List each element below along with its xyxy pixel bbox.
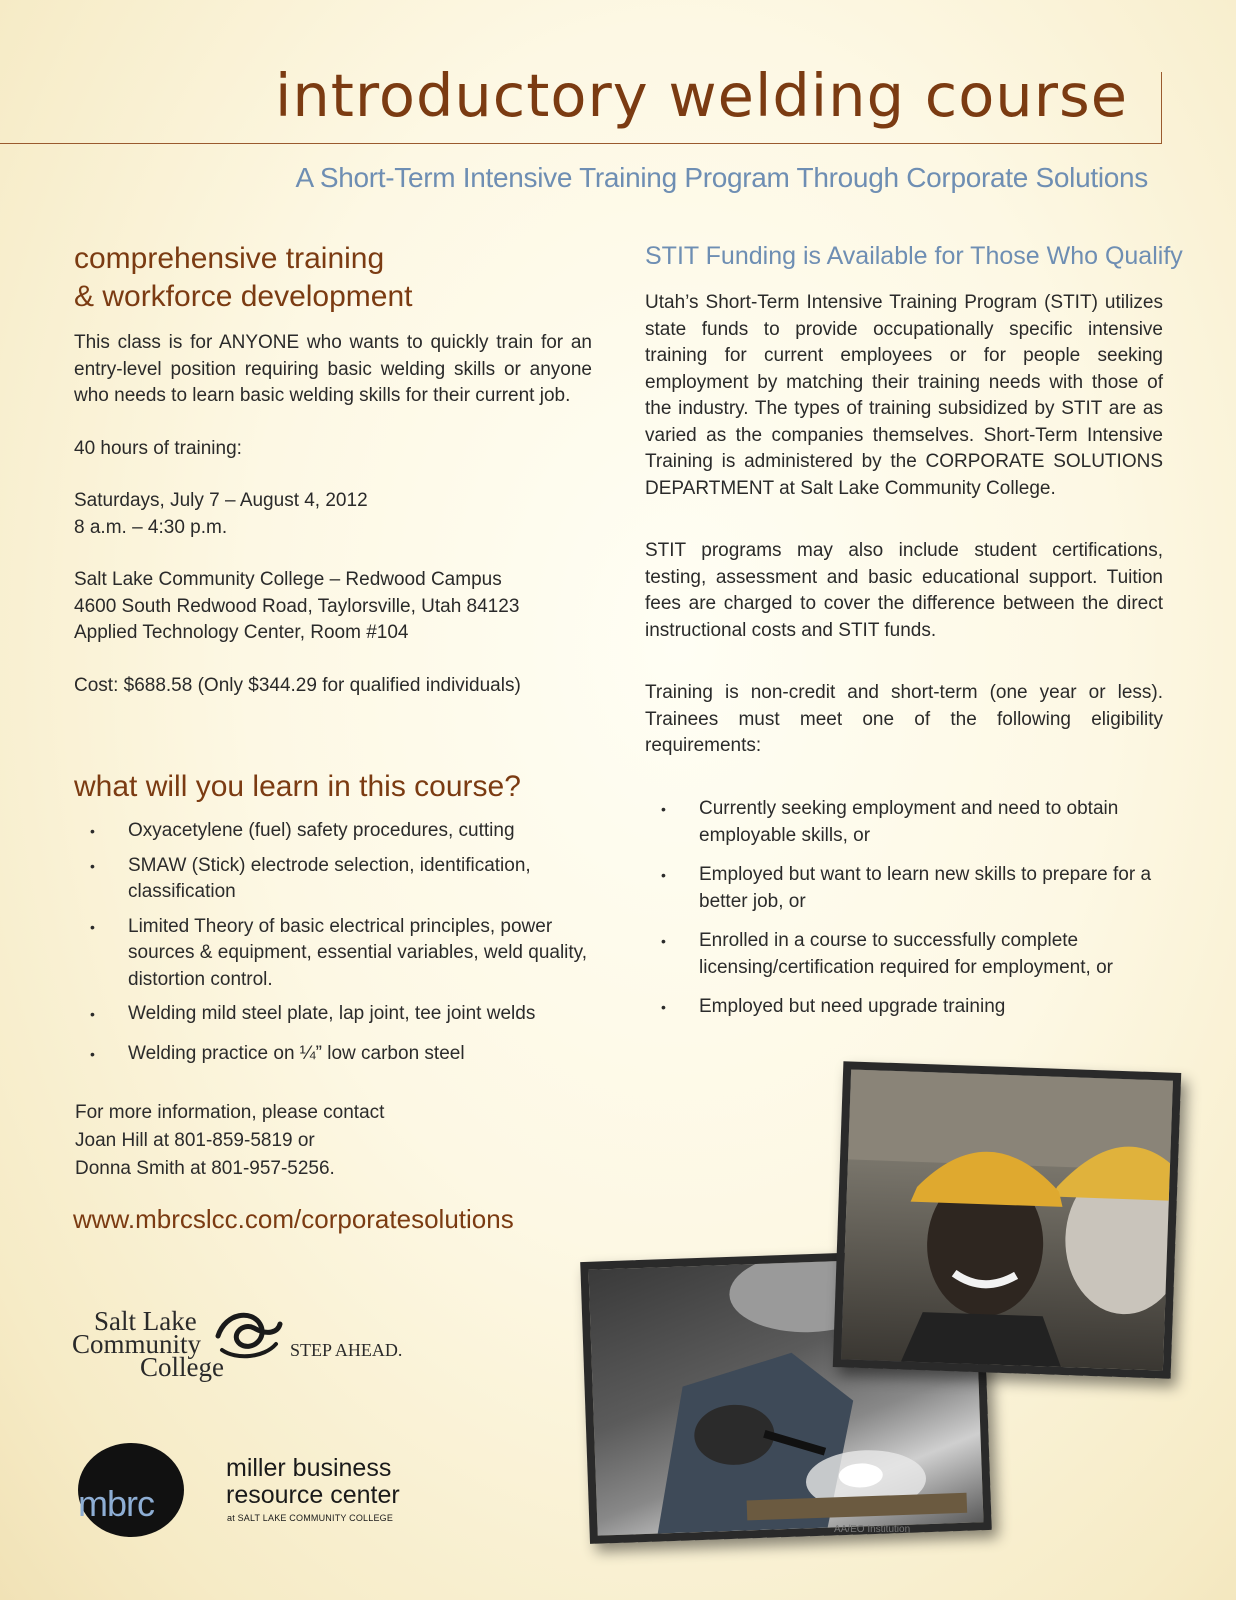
bullet-icon: •: [661, 933, 666, 949]
slcc-knot-icon: [212, 1306, 284, 1362]
slcc-name: Salt Lake Community College: [72, 1306, 224, 1382]
list-item: • Employed but need upgrade training: [661, 994, 1171, 1021]
stit-paragraph: Utah’s Short-Term Intensive Training Program (STIT) utilizes state funds to provide occupationally specific intensive training for current employees or for people seeking employment by matching their training needs with those of the industry. The types of training subsidized by STIT are as varied as the companies themselves. Short-Term Intensive Training is administered by the CORPORATE SOLUTIONS DEPARTMENT at Salt Lake Community College.: [645, 292, 1163, 499]
bullet-icon: •: [661, 999, 666, 1015]
cost-text: Cost: $688.58 (Only $344.29 for qualified individuals): [74, 674, 521, 696]
intro-paragraph: This class is for ANYONE who wants to quickly train for an entry-level position requiring basic welding skills or anyone who needs to learn basic welding skills for their current job.: [74, 332, 592, 406]
list-item: • Employed but want to learn new skills to prepare for a better job, or: [661, 864, 1152, 912]
mbrc-logo-text: mbrc: [78, 1483, 154, 1524]
left-column: [74, 240, 592, 699]
heading-line: & workforce development: [74, 280, 413, 313]
list-item: • Welding practice on ¼” low carbon steel: [90, 1041, 600, 1068]
list-item: • Limited Theory of basic electrical principles, power sources & equipment, essential variables, weld quality, distortion control.: [90, 915, 588, 990]
section-heading-learn: what will you learn in this course?: [74, 770, 521, 803]
bullet-icon: •: [90, 857, 95, 874]
heading-line: comprehensive training: [74, 242, 385, 275]
mbrc-name: miller business resource center: [226, 1454, 400, 1509]
location-line: 4600 South Redwood Road, Taylorsville, Utah 84123: [74, 595, 520, 617]
list-item: • Enrolled in a course to successfully complete licensing/certification required for employment, or: [661, 930, 1113, 978]
aaeo-notice: AA/EO Institution: [834, 1524, 911, 1535]
list-item: • Oxyacetylene (fuel) safety procedures, cutting: [90, 818, 600, 845]
learn-list: [90, 818, 600, 1075]
bullet-icon: •: [661, 867, 666, 883]
title-underline: [0, 143, 1162, 144]
bullet-icon: •: [90, 1045, 95, 1062]
page-subtitle: A Short-Term Intensive Training Program Through Corporate Solutions: [295, 162, 1148, 193]
bullet-icon: •: [661, 801, 666, 817]
stit-paragraph: STIT programs may also include student certifications, testing, assessment and basic educational support. Tuition fees are charged to cover the difference between the direct instructional costs and STIT funds.: [645, 540, 1163, 641]
contact-block: [75, 1099, 384, 1183]
list-item: • SMAW (Stick) electrode selection, identification, classification: [90, 854, 531, 902]
eligibility-list: [661, 796, 1171, 1034]
list-item: • Currently seeking employment and need to obtain employable skills, or: [661, 798, 1119, 846]
eligibility-intro: Training is non-credit and short-term (one year or less). Trainees must meet one of the following eligibility requirements:: [645, 682, 1163, 756]
location-line: Applied Technology Center, Room #104: [74, 622, 409, 643]
list-item: • Welding mild steel plate, lap joint, tee joint welds: [90, 1001, 600, 1028]
right-column: [645, 290, 1163, 760]
contact-line: Donna Smith at 801-957-5256.: [75, 1158, 335, 1179]
contact-line: Joan Hill at 801-859-5819 or: [75, 1130, 315, 1151]
slcc-logo: [72, 1306, 224, 1382]
page-title: introductory welding course: [274, 61, 1128, 130]
workers-illustration: [841, 1069, 1173, 1370]
bullet-icon: •: [90, 918, 95, 935]
title-vertical-rule: [1161, 72, 1162, 144]
mbrc-subtitle: at SALT LAKE COMMUNITY COLLEGE: [227, 1513, 394, 1523]
bullet-icon: •: [90, 823, 95, 839]
dates-text: Saturdays, July 7 – August 4, 2012: [74, 490, 368, 511]
stit-heading: STIT Funding is Available for Those Who Qualify: [645, 242, 1183, 270]
slcc-tagline: STEP AHEAD.: [290, 1340, 403, 1360]
hours-text: 40 hours of training:: [74, 437, 242, 459]
section-heading-training: [74, 240, 592, 316]
workers-photo: [833, 1061, 1181, 1379]
location-line: Salt Lake Community College – Redwood Campus: [74, 569, 502, 590]
website-link[interactable]: www.mbrcslcc.com/corporatesolutions: [73, 1204, 514, 1234]
contact-line: For more information, please contact: [75, 1102, 385, 1123]
bullet-icon: •: [90, 1006, 95, 1022]
time-text: 8 a.m. – 4:30 p.m.: [74, 516, 228, 538]
